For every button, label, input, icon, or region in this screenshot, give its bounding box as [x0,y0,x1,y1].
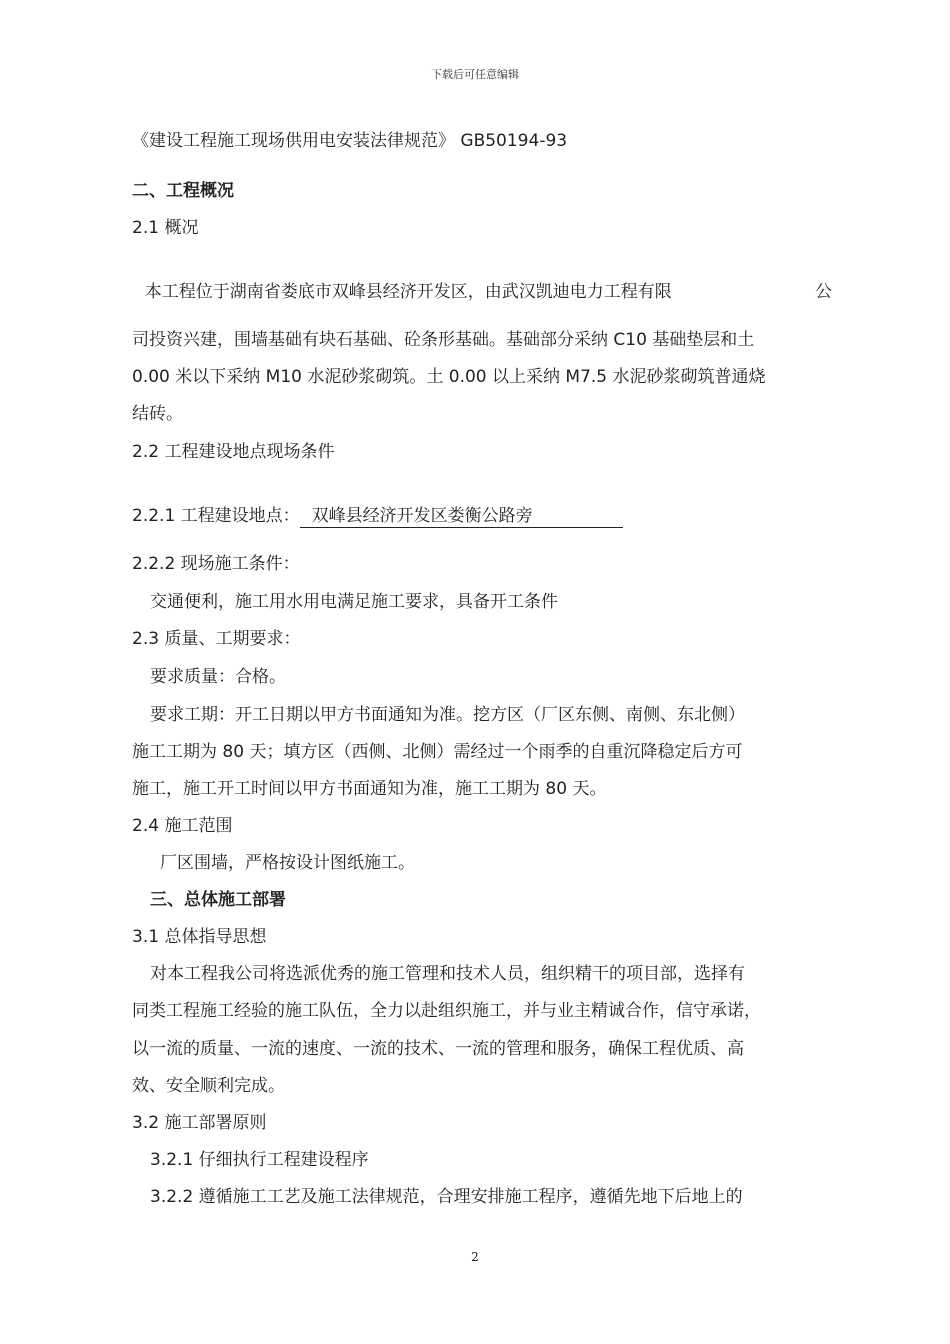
section-heading: 二、工程概况 [132,181,234,201]
paragraph-line: 对本工程我公司将选派优秀的施工管理和技术人员，组织精干的项目部，选择有 [150,964,745,984]
paragraph-line: 以一流的质量、一流的速度、一流的技术、一流的管理和服务，确保工程优质、高 [132,1039,744,1059]
paragraph-line: 效、安全顺利完成。 [132,1076,285,1096]
text-line: 《建设工程施工现场供用电安装法律规范》 GB50194-93 [132,131,568,151]
subsection-heading: 2.4 施工范围 [132,816,233,836]
subsection-heading: 2.2 工程建设地点现场条件 [132,442,335,462]
paragraph-line: 施工，施工开工时间以甲方书面通知为准，施工工期为 80 天。 [132,779,607,799]
paragraph-line: 交通便利，施工用水用电满足施工要求，具备开工条件 [150,592,558,612]
page-number: 2 [471,1250,479,1264]
paragraph-line: 结砖。 [132,404,183,424]
paragraph-line: 厂区围墙，严格按设计图纸施工。 [160,853,415,873]
location-value: 双峰县经济开发区娄衡公路旁 [300,505,623,528]
section-heading: 三、总体施工部署 [150,890,286,910]
paragraph-line: 3.2.2 遵循施工工艺及施工法律规范，合理安排施工程序，遵循先地下后地上的 [150,1187,743,1207]
paragraph-line: 同类工程施工经验的施工队伍，全力以赴组织施工，并与业主精诚合作，信守承诺， [132,1001,761,1021]
subsection-heading: 2.1 概况 [132,218,199,238]
paragraph-line: 公 [815,282,832,302]
page-header: 下载后可任意编辑 [431,68,519,81]
location-line [132,505,623,528]
subsection-heading: 2.3 质量、工期要求： [132,629,301,649]
subsection-heading: 2.2.2 现场施工条件： [132,554,300,574]
subsection-heading: 3.2.1 仔细执行工程建设程序 [150,1150,369,1170]
paragraph-line: 司投资兴建，围墙基础有块石基础、砼条形基础。基础部分采纳 C10 基础垫层和土 [132,330,755,350]
paragraph-line: 施工工期为 80 天；填方区（西侧、北侧）需经过一个雨季的自重沉降稳定后方可 [132,742,743,762]
paragraph-line: 要求质量：合格。 [150,667,286,687]
location-label: 2.2.1 工程建设地点： [132,506,300,526]
paragraph-line: 要求工期：开工日期以甲方书面通知为准。挖方区（厂区东侧、南侧、东北侧） [150,705,745,725]
subsection-heading: 3.1 总体指导思想 [132,927,267,947]
paragraph-line: 0.00 米以下采纳 M10 水泥砂浆砌筑。土 0.00 以上采纳 M7.5 水泥砂浆砌筑普通烧 [132,367,766,387]
paragraph-line: 本工程位于湖南省娄底市双峰县经济开发区，由武汉凯迪电力工程有限 [134,282,672,302]
subsection-heading: 3.2 施工部署原则 [132,1113,267,1133]
